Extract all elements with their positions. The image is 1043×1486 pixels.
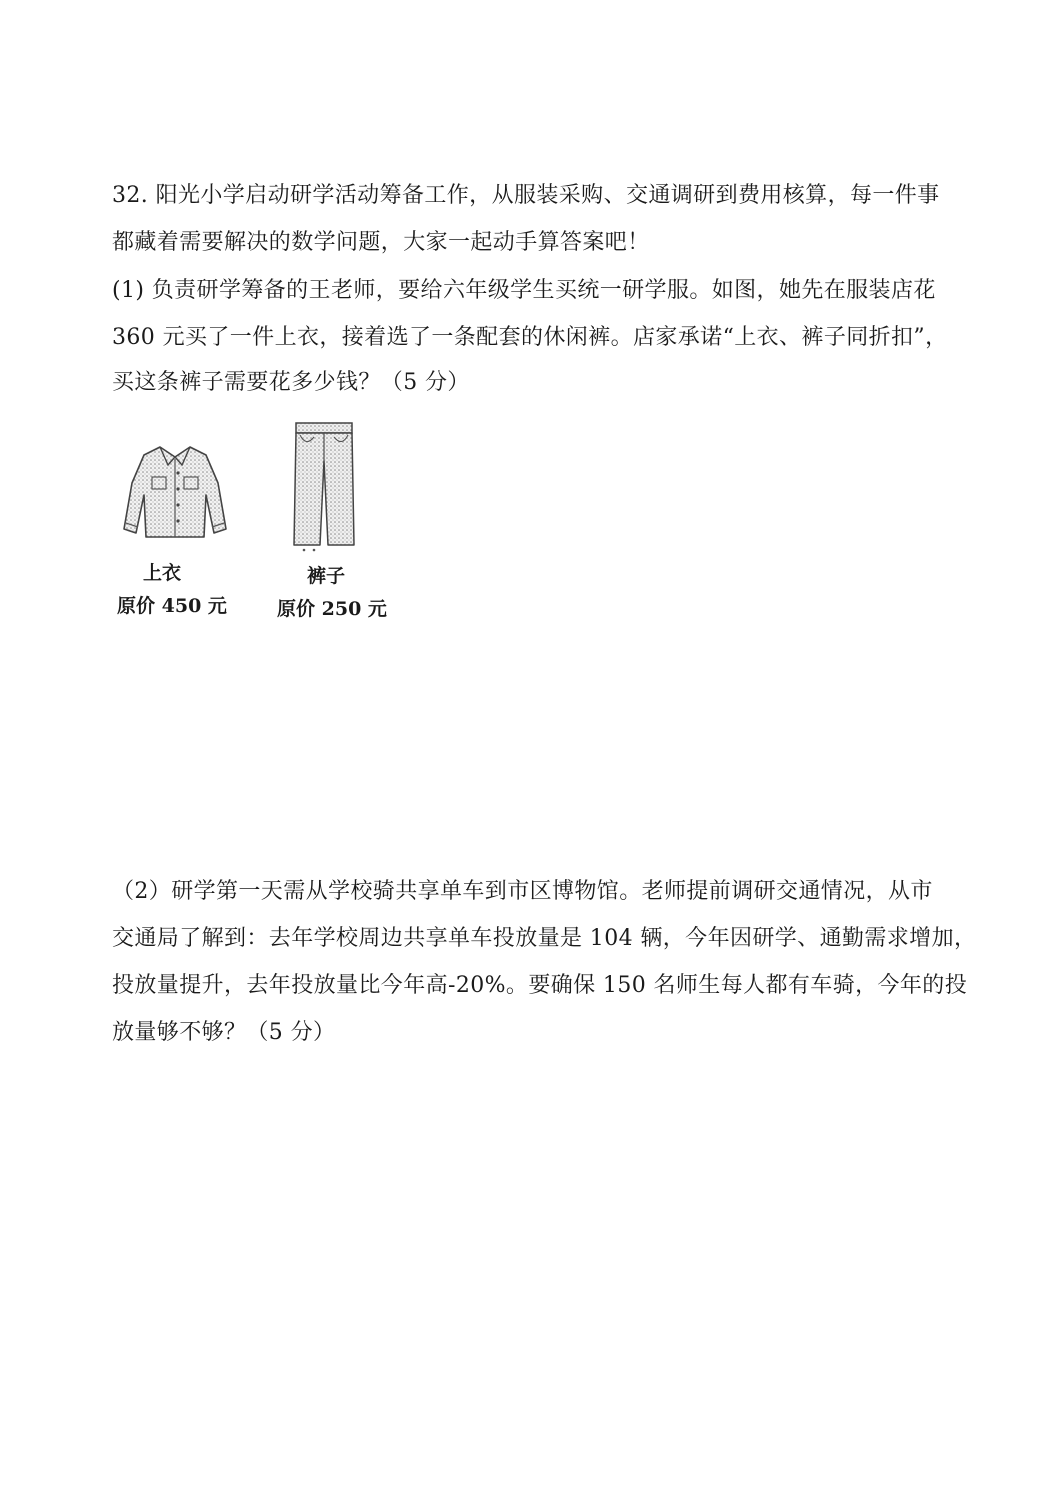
pants-price: 原价 250 元 xyxy=(277,598,387,620)
part2-line-4: 放量够不够？（5 分） xyxy=(112,1020,336,1045)
part2-line-1: （2）研学第一天需从学校骑共享单车到市区博物馆。老师提前调研交通情况，从市 xyxy=(112,879,933,904)
part2-line-3: 投放量提升，去年投放量比今年高-20%。要确保 150 名师生每人都有车骑，今年的投 xyxy=(112,973,968,998)
part2-line-2: 交通局了解到：去年学校周边共享单车投放量是 104 辆，今年因研学、通勤需求增加， xyxy=(112,926,977,951)
pants-icon xyxy=(290,421,358,553)
shirt-icon xyxy=(122,443,228,541)
shirt-name: 上衣 xyxy=(142,562,181,584)
part1-line-2: 360 元买了一件上衣，接着选了一条配套的休闲裤。店家承诺“上衣、裤子同折扣”， xyxy=(112,325,948,350)
question-intro-line-1: 32. 阳光小学启动研学活动筹备工作，从服装采购、交通调研到费用核算，每一件事 xyxy=(112,183,940,208)
part1-line-1: (1) 负责研学筹备的王老师，要给六年级学生买统一研学服。如图，她先在服装店花 xyxy=(112,278,936,303)
question-intro-line-2: 都藏着需要解决的数学问题，大家一起动手算答案吧！ xyxy=(112,230,650,255)
pants-name: 裤子 xyxy=(306,565,345,587)
part1-line-3: 买这条裤子需要花多少钱？（5 分） xyxy=(112,370,470,395)
shirt-price: 原价 450 元 xyxy=(117,595,227,617)
